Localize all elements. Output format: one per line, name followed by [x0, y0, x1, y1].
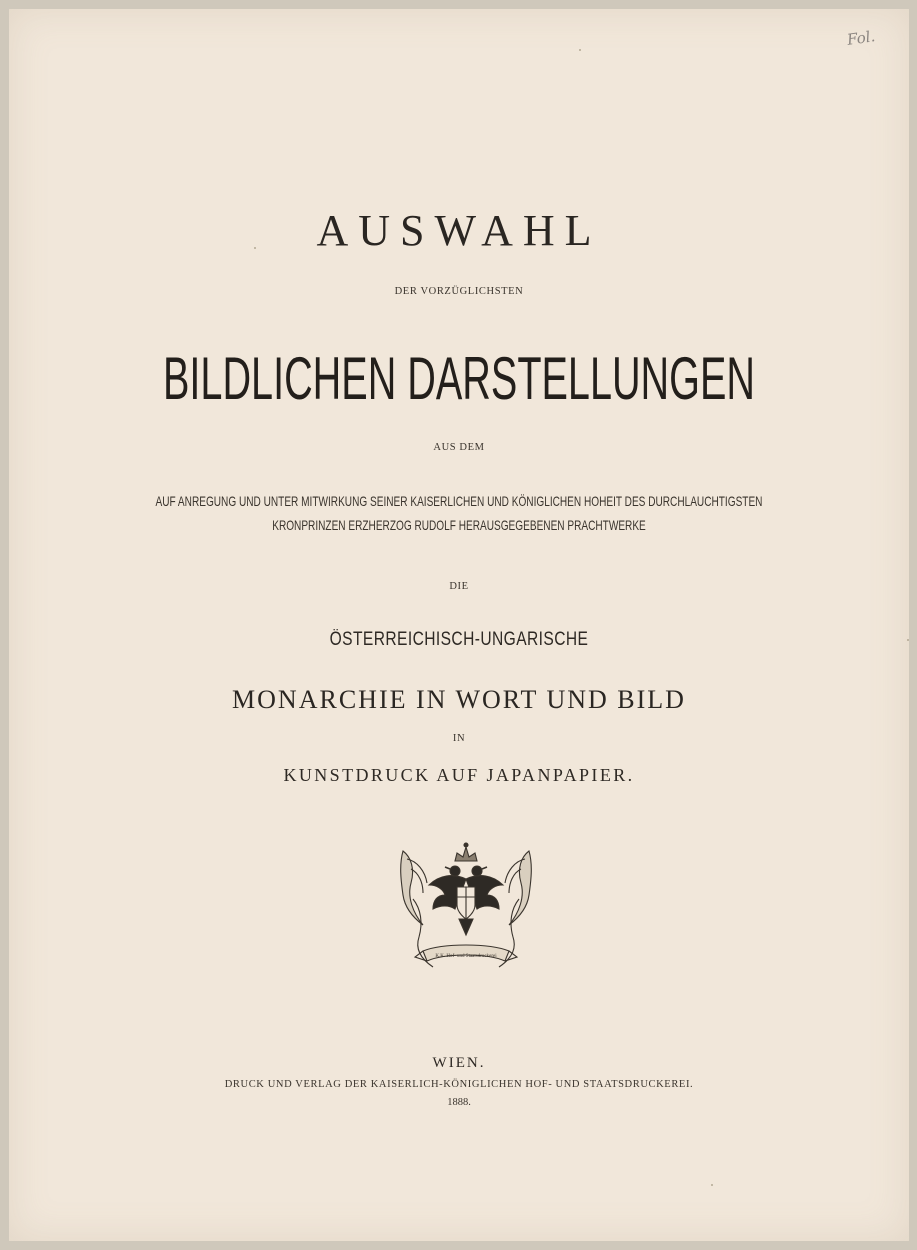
heading-auswahl: AUSWAHL [316, 206, 602, 255]
dedication-line-2: KRONPRINZEN ERZHERZOG RUDOLF HERAUSGEGEBENEN PRACHTWERKE [272, 517, 646, 533]
paper-speck [711, 1184, 713, 1186]
subtitle-die: DIE [449, 581, 469, 592]
paper-speck [254, 247, 256, 249]
paper-speck [907, 639, 909, 641]
title-page [9, 9, 909, 1241]
pencil-annotation: Fol. [845, 27, 877, 49]
paper-speck [579, 49, 581, 51]
subtitle-in: IN [452, 733, 466, 744]
heading-kunstdruck: KUNSTDRUCK AUF JAPANPAPIER. [283, 765, 635, 785]
subtitle-aus-dem: AUS DEM [433, 442, 485, 453]
heading-bildlichen-darstellungen: BILDLICHEN DARSTELLUNGEN [163, 345, 755, 412]
emblem-ribbon-text: K.K. Hof- und Staatsdruckerei [435, 954, 497, 959]
dedication-line-1: AUF ANREGUNG UND UNTER MITWIRKUNG SEINER KAISERLICHEN UND KÖNIGLICHEN HOHEIT DES DURCHLAUCHTIGSTEN [155, 493, 763, 509]
imprint-publisher: DRUCK UND VERLAG DER KAISERLICH-KÖNIGLICHEN HOF- UND STAATSDRUCKEREI. [224, 1079, 694, 1090]
heading-oesterreichisch-ungarische: ÖSTERREICHISCH-UNGARISCHE [329, 629, 589, 650]
subtitle-der-vorzueglichsten: DER VORZÜGLICHSTEN [394, 286, 524, 297]
imperial-double-headed-eagle-icon [393, 839, 539, 979]
imprint-city: WIEN. [432, 1055, 486, 1071]
heading-monarchie: MONARCHIE IN WORT UND BILD [232, 685, 686, 714]
imprint-year: 1888. [447, 1097, 471, 1108]
